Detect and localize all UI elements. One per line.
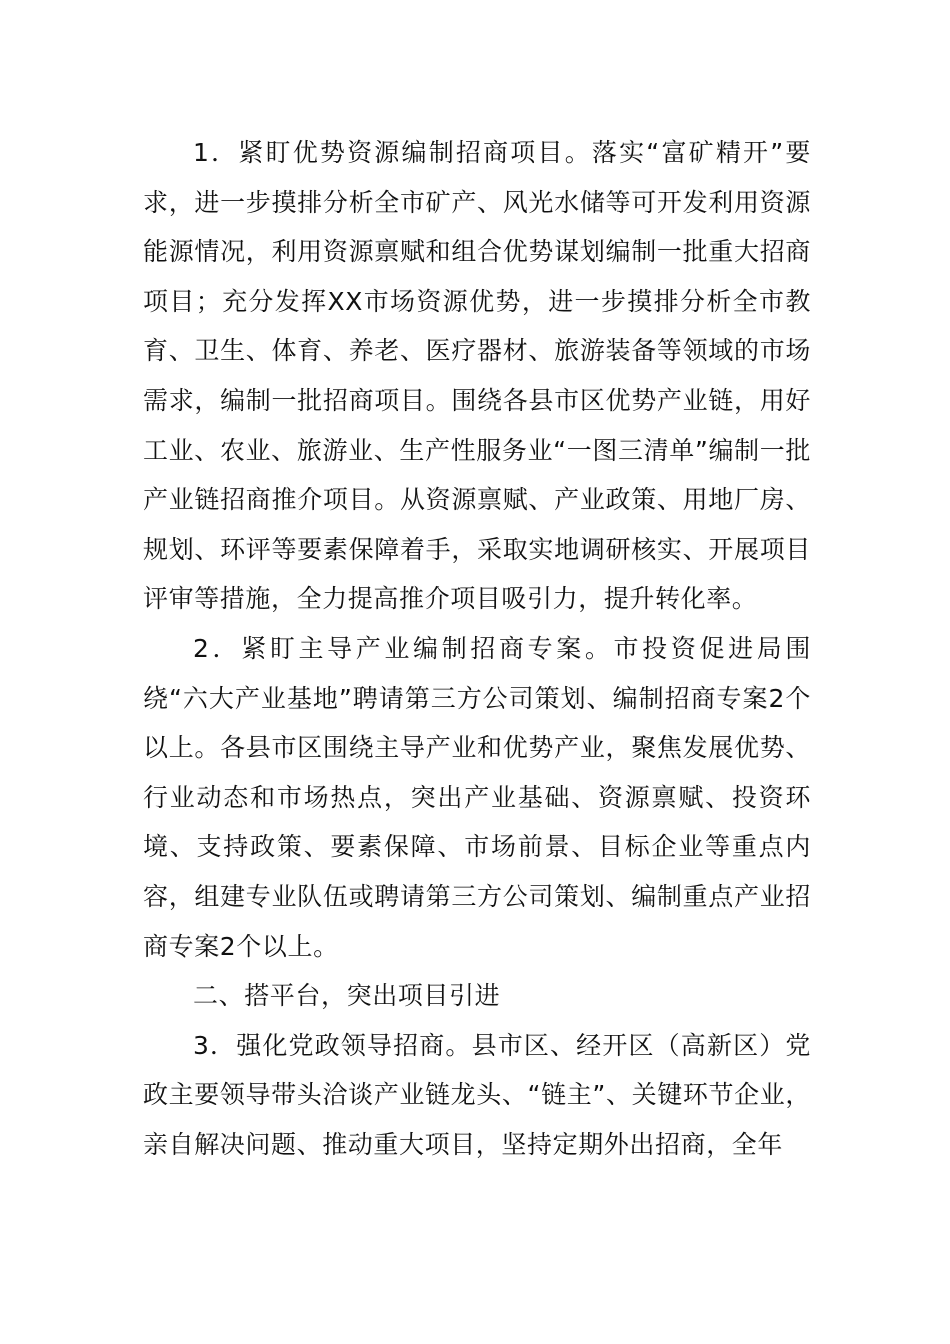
paragraph-industry-plans: 2．紧盯主导产业编制招商专案。市投资促进局围绕“六大产业基地”聘请第三方公司策划、编制招商专案2个以上。各县市区围绕主导产业和优势产业，聚焦发展优势、行业动态和市场热点，突出产业基础、资源禀赋、投资环境、支持政策、要素保障、市场前景、目标企业等重点内容，组建专业队伍或聘请第三方公司策划、编制重点产业招商专案2个以上。 [143,633,811,961]
document-body [143,128,811,1169]
section-heading-platform: 二、搭平台，突出项目引进 [193,981,501,1011]
paragraph-leadership-investment: 3．强化党政领导招商。县市区、经开区（高新区）党政主要领导带头洽谈产业链龙头、“链主”、关键环节企业，亲自解决问题、推动重大项目，坚持定期外出招商，全年 [143,1030,811,1159]
paragraph-resource-projects: 1．紧盯优势资源编制招商项目。落实“富矿精开”要求，进一步摸排分析全市矿产、风光水储等可开发利用资源能源情况，利用资源禀赋和组合优势谋划编制一批重大招商项目；充分发挥XX市场资源优势，进一步摸排分析全市教育、卫生、体育、养老、医疗器材、旅游装备等领域的市场需求，编制一批招商项目。围绕各县市区优势产业链，用好工业、农业、旅游业、生产性服务业“一图三清单”编制一批产业链招商推介项目。从资源禀赋、产业政策、用地厂房、规划、环评等要素保障着手，采取实地调研核实、开展项目评审等措施，全力提高推介项目吸引力，提升转化率。 [143,138,811,614]
